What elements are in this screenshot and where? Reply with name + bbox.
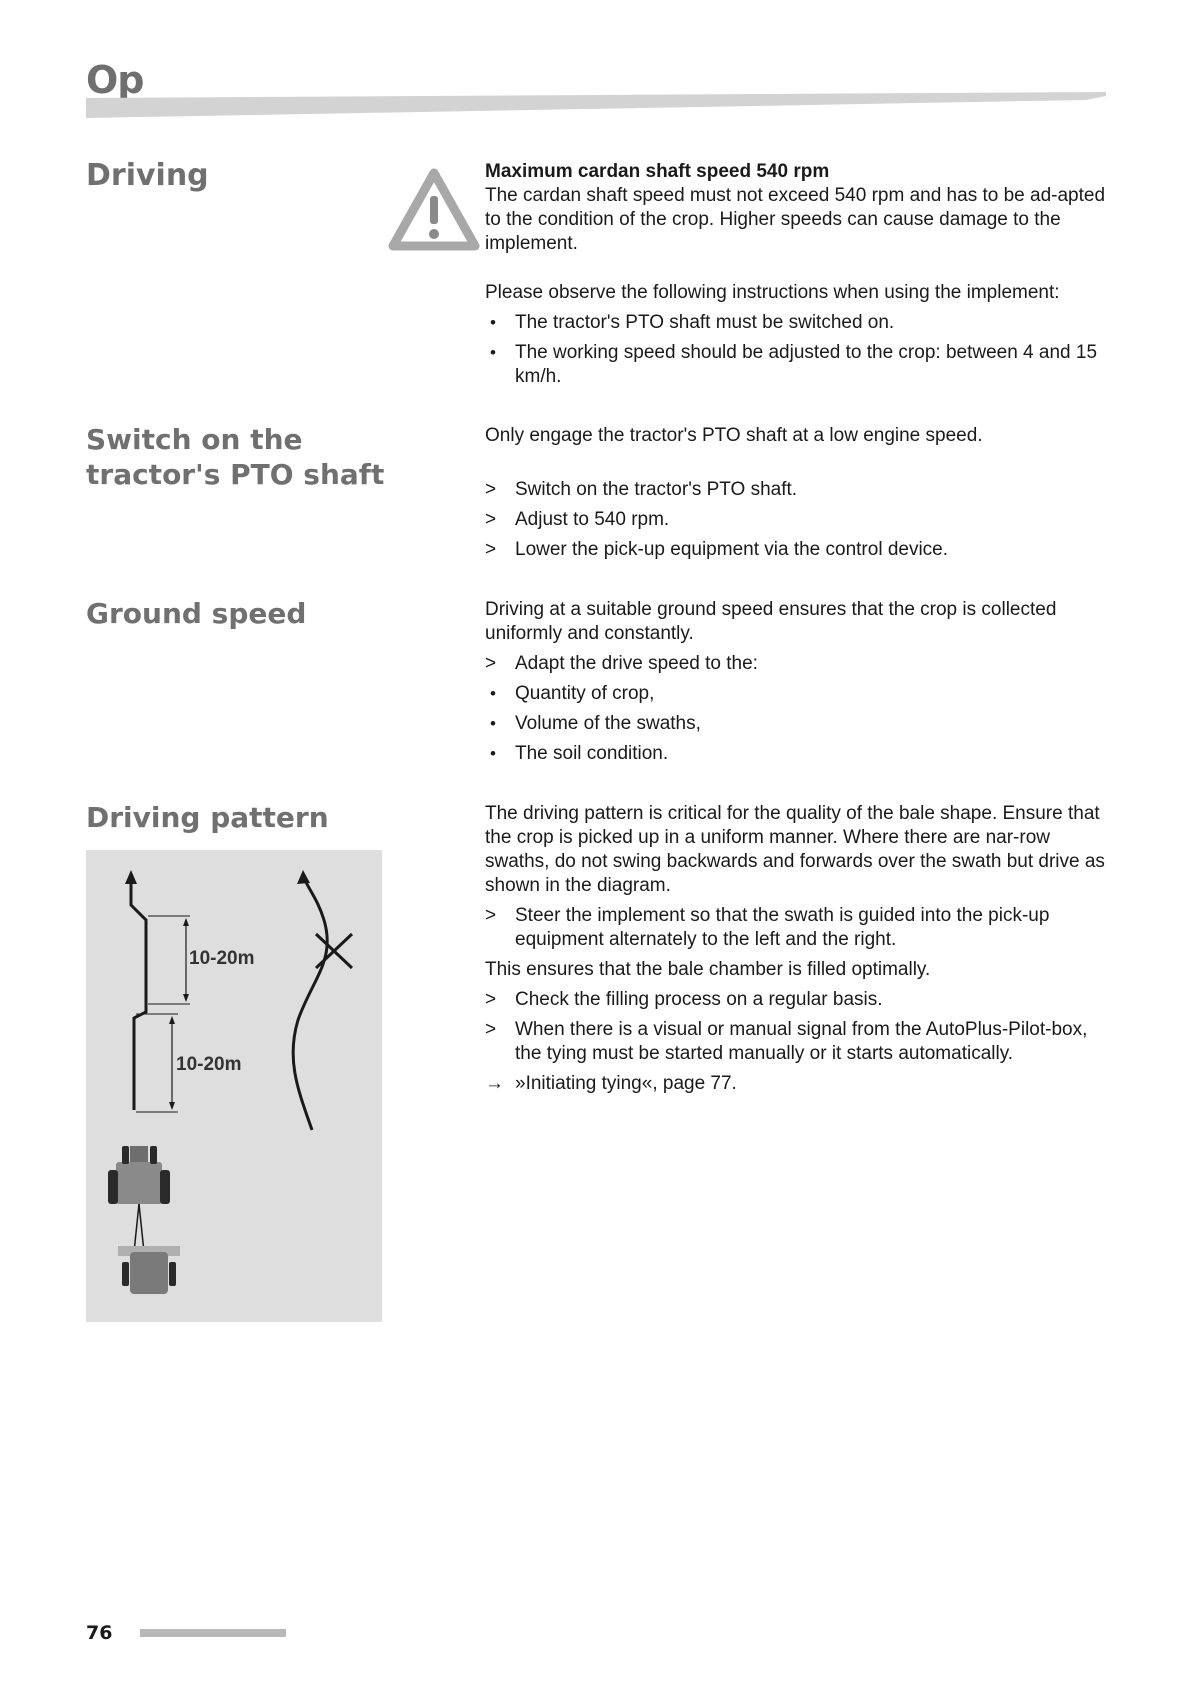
- list-item: • The soil condition.: [490, 743, 669, 764]
- arrow-up-icon: [125, 870, 137, 884]
- step-item: > Check the filling process on a regular basis.: [485, 989, 883, 1010]
- header-bar: [86, 88, 1106, 120]
- chapter-title: Op: [86, 58, 144, 102]
- driving-pattern-block: [485, 802, 1105, 1102]
- correct-path-line: [131, 875, 146, 1110]
- ground-speed-intro: Driving at a suitable ground speed ensures that the crop is collected uniformly and constantly.: [485, 599, 1057, 644]
- baler-icon: [118, 1246, 180, 1294]
- driving-pattern-result: This ensures that the bale chamber is filled optimally.: [485, 959, 931, 980]
- bullet-marker: •: [490, 313, 496, 332]
- tractor-icon: [108, 1146, 170, 1252]
- wrong-path-line: [293, 878, 327, 1130]
- list-item: • Volume of the swaths,: [490, 713, 701, 734]
- heading-driving-pattern: Driving pattern: [86, 801, 329, 834]
- pto-block: [485, 424, 1105, 568]
- step-item: > Switch on the tractor's PTO shaft.: [485, 479, 798, 500]
- driving-intro: Please observe the following instructions when using the implement:: [485, 282, 1060, 303]
- pto-intro: Only engage the tractor's PTO shaft at a low engine speed.: [485, 425, 983, 446]
- step-item: > Adjust to 540 rpm.: [485, 509, 670, 530]
- ground-speed-block: [485, 598, 1105, 772]
- cross-reference-link[interactable]: → »Initiating tying«, page 77.: [485, 1073, 737, 1094]
- footer-bar: [140, 1629, 286, 1637]
- step-item: > Steer the implement so that the swath is guided into the pick-up equipment alternately to the left and the right.: [485, 905, 1050, 950]
- warning-triangle-icon: [388, 166, 480, 254]
- warning-text: The cardan shaft speed must not exceed 540 rpm and has to be ad-apted to the condition of the crop. Higher speeds can cause damage to the implement.: [485, 185, 1106, 254]
- page-number: 76: [86, 1622, 113, 1644]
- driving-instructions: [485, 281, 1105, 395]
- arrow-right-icon: →: [485, 1073, 504, 1094]
- step-item: > When there is a visual or manual signal from the AutoPlus-Pilot-box, the tying must be started manually or it starts automatically.: [485, 1019, 1088, 1064]
- driving-pattern-diagram: [86, 850, 382, 1322]
- list-item: • Quantity of crop,: [490, 683, 655, 704]
- bullet-marker: •: [490, 343, 496, 362]
- diagram-label-lower: 10-20m: [176, 1054, 242, 1075]
- step-item: > Adapt the drive speed to the:: [485, 653, 758, 674]
- step-item: > Lower the pick-up equipment via the control device.: [485, 539, 949, 560]
- heading-pto: Switch on the tractor's PTO shaft: [86, 423, 385, 491]
- warning-block: [485, 160, 1105, 256]
- diagram-label-upper: 10-20m: [189, 948, 255, 969]
- list-item: • The tractor's PTO shaft must be switched on.: [490, 312, 895, 333]
- heading-driving: Driving: [86, 158, 209, 193]
- heading-ground-speed: Ground speed: [86, 597, 307, 630]
- warning-title: Maximum cardan shaft speed 540 rpm: [485, 161, 830, 182]
- driving-pattern-intro: The driving pattern is critical for the quality of the bale shape. Ensure that the crop is picked up in a uniform manner. Where there are nar-row swaths, do not swing backwards and forwards over the swath but drive as shown in the diagram.: [485, 803, 1105, 896]
- list-item: • The working speed should be adjusted to the crop: between 4 and 15 km/h.: [490, 342, 1098, 387]
